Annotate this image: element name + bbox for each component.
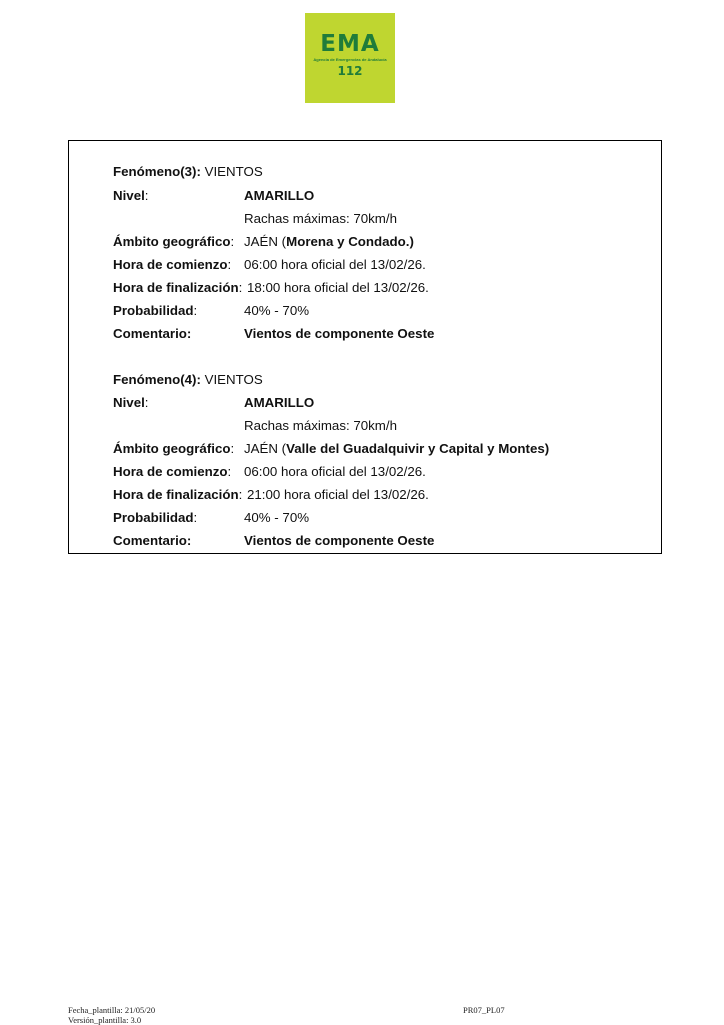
ambito-zone: Morena y Condado.) [286, 234, 414, 249]
comienzo-value: 06:00 hora oficial del 13/02/26. [244, 257, 426, 272]
footer-version: Versión_plantilla: 3.0 [68, 1015, 142, 1025]
logo-number: 112 [337, 64, 363, 78]
prob-value: 40% - 70% [244, 303, 310, 318]
fin-row-label [113, 280, 242, 296]
ambito-value [244, 234, 414, 250]
rachas-value: Rachas máximas: 70km/h [244, 211, 397, 226]
colon: : [238, 280, 243, 295]
ambito-row-label [113, 234, 234, 250]
prob-row-label [113, 510, 197, 526]
fin-row-label [113, 487, 242, 503]
comienzo-label: Hora de comienzo [113, 464, 228, 479]
colon: : [193, 303, 198, 318]
colon: : [238, 487, 243, 502]
phenomenon-heading-label: Fenómeno(3): [113, 164, 201, 179]
colon: : [230, 441, 235, 456]
colon: : [227, 257, 232, 272]
nivel-row-label [113, 395, 149, 411]
logo-subtitle: Agencia de Emergencias de Andalucía [313, 57, 387, 62]
prob-row-label [113, 303, 197, 319]
ambito-row-label [113, 441, 234, 457]
ambito-label: Ámbito geográfico [113, 234, 231, 249]
prob-value: 40% - 70% [244, 510, 310, 525]
nivel-label: Nivel [113, 395, 145, 410]
colon: : [227, 464, 232, 479]
coment-label: Comentario: [113, 533, 192, 548]
nivel-label: Nivel [113, 188, 145, 203]
coment-label: Comentario: [113, 326, 192, 341]
comienzo-value: 06:00 hora oficial del 13/02/26. [244, 464, 426, 479]
ema-logo [305, 13, 395, 103]
phenomenon-heading [113, 164, 263, 180]
colon: : [144, 395, 149, 410]
logo-title: EMA [320, 31, 380, 57]
coment-value: Vientos de componente Oeste [244, 326, 435, 341]
fin-label: Hora de finalización [113, 487, 239, 502]
ambito-zone: Valle del Guadalquivir y Capital y Montes) [286, 441, 550, 456]
prob-label: Probabilidad [113, 303, 194, 318]
comienzo-row-label [113, 464, 231, 480]
colon: : [144, 188, 149, 203]
nivel-row-label [113, 188, 149, 204]
fin-label: Hora de finalización [113, 280, 239, 295]
colon: : [193, 510, 198, 525]
ambito-prefix: JAÉN ( [244, 234, 287, 249]
nivel-value: AMARILLO [244, 395, 315, 410]
prob-label: Probabilidad [113, 510, 194, 525]
rachas-value: Rachas máximas: 70km/h [244, 418, 397, 433]
nivel-value: AMARILLO [244, 188, 315, 203]
colon: : [230, 234, 235, 249]
phenomenon-heading-value: VIENTOS [204, 372, 263, 387]
coment-value: Vientos de componente Oeste [244, 533, 435, 548]
ambito-label: Ámbito geográfico [113, 441, 231, 456]
footer-code: PR07_PL07 [463, 1005, 505, 1015]
phenomenon-heading-value: VIENTOS [204, 164, 263, 179]
comienzo-label: Hora de comienzo [113, 257, 228, 272]
fin-value: 21:00 hora oficial del 13/02/26. [247, 487, 429, 502]
phenomenon-heading-label: Fenómeno(4): [113, 372, 201, 387]
footer-fecha: Fecha_plantilla: 21/05/20 [68, 1005, 156, 1015]
ambito-prefix: JAÉN ( [244, 441, 287, 456]
phenomenon-heading [113, 372, 263, 388]
fin-value: 18:00 hora oficial del 13/02/26. [247, 280, 429, 295]
comienzo-row-label [113, 257, 231, 273]
ambito-value [244, 441, 549, 457]
